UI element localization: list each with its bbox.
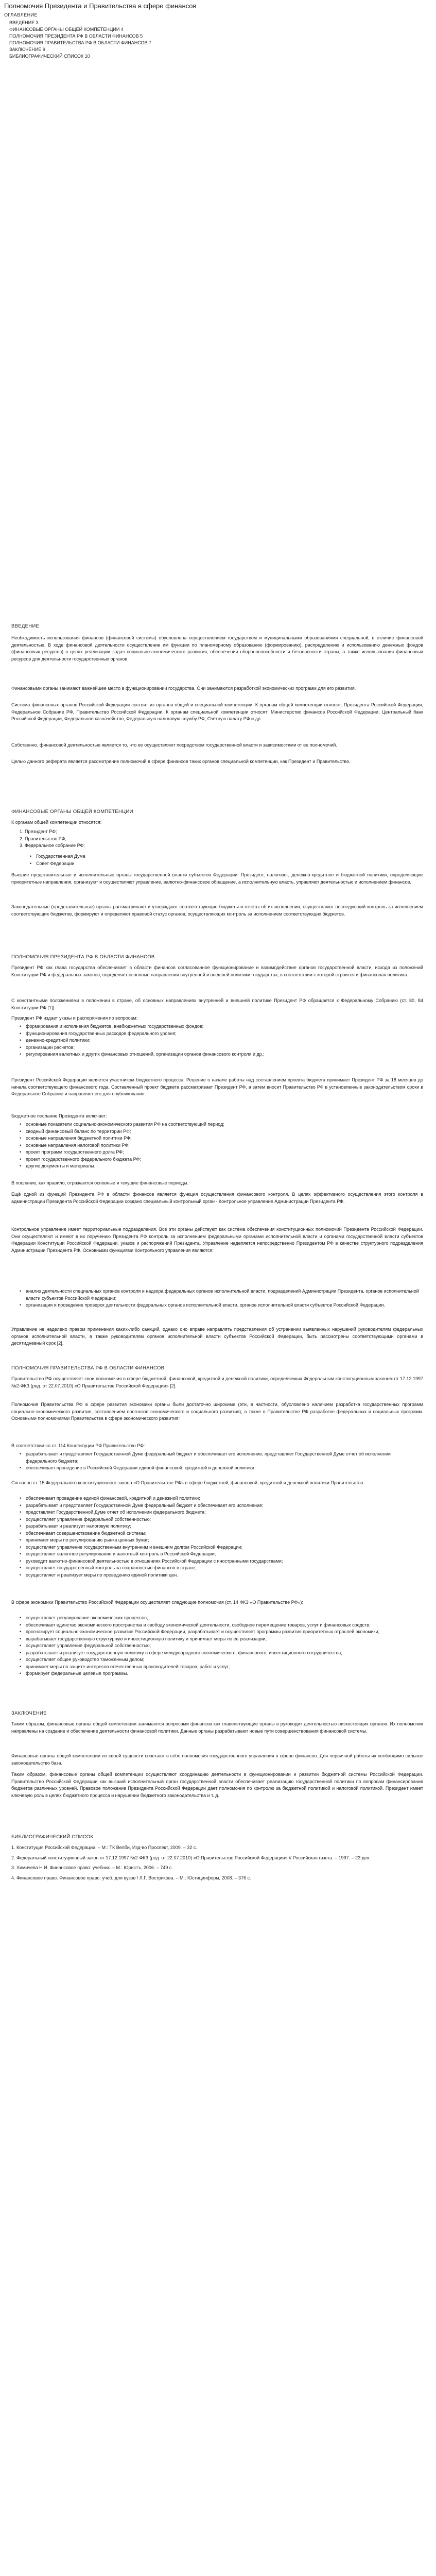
- paragraph: Необходимость использования финансов (финансовой системы) обусловлена осуществлением государством и муниципальными образованиями специальной, в отличие финансовой деятельностью. В ходе финансовой деятельности осуществление им функции по планомерному образованию (формированию), распределению и использованию денежных фондов (финансовых ресурсов) в целях реализации задач социально-экономического развития, обеспечения обороноспособности и безопасности страны, а также использования финансовых ресурсов для деятельности государственных органов.: [11, 635, 423, 662]
- section-title-president: ПОЛНОМОЧИЯ ПРЕЗИДЕНТА РФ В ОБЛАСТИ ФИНАНСОВ: [11, 954, 155, 960]
- list-item: • принимает меры по защите интересов отечественных производителей товаров, работ и услуг;: [20, 1664, 230, 1669]
- bibliography-item: 3. Химичева Н.И. Финансовое право: учебник. – М.: Юристъ, 2006. – 749 с.: [11, 1865, 173, 1870]
- paragraph: Высшие представительные и исполнительные органы государственной власти субъектов Федерации. Президент, налогово-, денежно-кредитное и бюджетной политики, определяющие приоритетные направления, организуют и осуществляют управление, валютно-финансовое обращение, а исполнительную власть, управляют деятельностью и исполнением финансов.: [11, 872, 423, 885]
- list-item: • основные направления налоговой политики РФ;: [20, 1142, 130, 1148]
- list-item: • проект программ государственного долга РФ;: [20, 1149, 124, 1155]
- list-item: • организация и проведение проверок деятельности федеральных органов исполнительной власти, органов исполнительной власти субъектов Российской Федерации.: [20, 1302, 385, 1308]
- paragraph: Целью данного реферата является рассмотрение полномочий в сфере финансов таких органов специальной компетенции, как Президент и Правительство.: [11, 759, 351, 764]
- bibliography-item: 4. Финансовое право. Финансовое право: учеб. для вузов / Л.Г. Вострикова. – М.: Юстицинформ, 2008. – 376 с.: [11, 1875, 251, 1880]
- list-item: • функционирования государственных расходов федерального уровня;: [20, 1030, 177, 1036]
- list-item: • формирования и исполнения бюджетов, внебюджетных государственных фондов;: [20, 1024, 204, 1029]
- organs-sublist: [30, 853, 431, 867]
- list-item: • осуществляет и реализует меры по проведению единой политики цен.: [20, 1572, 178, 1578]
- list-item: • разрабатывает и реализует государственную политику в сфере международного экономического, финансового, инвестиционного сотрудничества;: [20, 1650, 342, 1655]
- organs-numbered-list: [11, 828, 423, 850]
- list-item: • осуществляет управление федеральной собственностью;: [20, 1643, 151, 1648]
- list-item: 1. Президент РФ;: [20, 829, 57, 834]
- president-list: [20, 1023, 421, 1058]
- section-title-conclusion: ЗАКЛЮЧЕНИЕ: [11, 1710, 47, 1716]
- toc-item[interactable]: ПОЛНОМОЧИЯ ПРАВИТЕЛЬСТВА РФ В ОБЛАСТИ ФИНАНСОВ 7: [9, 40, 152, 45]
- list-item: • осуществляет общее руководство таможенным делом;: [20, 1657, 145, 1662]
- paragraph: Таким образом, финансовые органы общей компетенции занимаются вопросами финансов как главенствующие органы в руководит деятельностью низкостоящих органов. Их полномочия направлены на создание и обеспечение деятельности финансовой политики. Данные органы разрабатывают новые пути совершенствования финансовой системы.: [11, 1721, 423, 1734]
- toc-item[interactable]: ПОЛНОМОЧИЯ ПРЕЗИДЕНТА РФ В ОБЛАСТИ ФИНАНСОВ 5: [9, 33, 143, 39]
- list-item: • разрабатывает и представляет Государственной Думе федеральный бюджет и обеспечивает его исполнение;: [20, 1502, 264, 1508]
- table-of-contents: [9, 20, 421, 60]
- paragraph: В соответствии со ст. 114 Конституции РФ Правительство РФ:: [11, 1443, 145, 1448]
- paragraph: Правительство РФ осуществляет свои полномочия в сфере бюджетной, финансовой, кредитной и денежной политики, определяемых Федеральным конституционным законом от 17.12.1997 №2-ФКЗ (ред. от 22.07.2010) «О Правительстве Российской Федерации» [2].: [11, 1376, 423, 1388]
- list-item: • разрабатывает и реализует налоговую политику;: [20, 1523, 131, 1529]
- list-item: • осуществляет регулирование экономических процессов;: [20, 1615, 148, 1620]
- toc-item[interactable]: БИБЛИОГРАФИЧЕСКИЙ СПИСОК 10: [9, 54, 90, 59]
- paragraph: Финансовые органы общей компетенции по своей сущности сочетают в себе полномочия государственного управления в сфере финансов. Для первичной работы их необходимо сильное законодательство база.: [11, 1753, 423, 1766]
- list-item: • представляет Государственной Думе отчет об исполнении федерального бюджета;: [20, 1510, 206, 1515]
- list-item: • осуществляет управление федеральной собственностью;: [20, 1516, 151, 1522]
- list-item: • организации расчетов;: [20, 1044, 75, 1050]
- list-item: • Государственная Дума: [30, 854, 85, 859]
- toc-label: ОГЛАВЛЕНИЕ: [4, 12, 38, 18]
- list-item: • обеспечивает проведение единой финансовой, кредитной и денежной политики;: [20, 1496, 200, 1501]
- president-list-3: [20, 1288, 421, 1309]
- paragraph: Президент РФ издает указы и распоряжения по вопросам:: [11, 1015, 137, 1021]
- paragraph: Финансовыми органы занимают важнейшее место в функционировании государства. Они занимаются разработкой экономических программ для его развития.: [11, 686, 356, 691]
- list-item: • прогнозирует социально-экономическое развитие Российской Федерации, разрабатывает и осуществляет программы развития приоритетных отраслей экономики;: [20, 1629, 380, 1634]
- list-item: • вырабатывает государственную структурную и инвестиционную политику и принимает меры по ее реализации;: [20, 1636, 267, 1641]
- paragraph: Таким образом, финансовые органы общей компетенции осуществляют координацию деятельности в функционировании и развитии бюджетной системы Российской Федерации. Правительство Российской Федерации как высший исполнительный орган государственной власти обеспечивает реализацию государственной политики по вопросам финансирования бюджетов различных уровней. Правовое положение Президента Российской Федерации дает полномочия по контролю за бюджетной политикой и налоговой политикой. Президент имеет ключевую роль в целях бюджетного процесса и нарушении бюджетного законодательства и т. д.: [11, 1772, 423, 1798]
- list-item: • осуществляет государственный контроль за сохранностью финансов в стране;: [20, 1565, 197, 1570]
- paragraph: К органам общей компетенции относятся:: [11, 820, 102, 825]
- paragraph: Законодательные (представительные) органы рассматривают и утверждают соответствующие бюджеты и отчеты об их исполнении, осуществляют последующий контроль за исполнением соответствующих бюджетов, формируют и определяют правовой статус органов, осуществляющих контроль за исполнением соответствующих бюджетов.: [11, 904, 423, 917]
- section-title-bibliography: БИБЛИОГРАФИЧЕСКИЙ СПИСОК: [11, 1834, 94, 1840]
- section-title-organs: ФИНАНСОВЫЕ ОРГАНЫ ОБЩЕЙ КОМПЕТЕНЦИИ: [11, 809, 133, 815]
- list-item: • обеспечивает проведение в Российской Федерации единой финансовой, кредитной и денежной политики.: [20, 1465, 256, 1470]
- list-item: • основные направления бюджетной политики РФ;: [20, 1136, 132, 1141]
- paragraph: Система финансовых органов Российской Федерации состоит из органов общей и специальной компетенции. К органам общей компетенции относят: Президента Российской Федерации, Федеральное Собрание РФ, Правительство Российской Федерации. К органам специальной компетенции относят: Министерство финансов Российской Федерации, Центральный банк Российской Федерации, Федеральное казначейство, Федеральную налоговую службу РФ, Счётную палату РФ и др.: [11, 702, 423, 721]
- toc-item[interactable]: ФИНАНСОВЫЕ ОРГАНЫ ОБЩЕЙ КОМПЕТЕНЦИИ 4: [9, 27, 124, 32]
- section-title-government: ПОЛНОМОЧИЯ ПРАВИТЕЛЬСТВА РФ В ОБЛАСТИ ФИНАНСОВ: [11, 1365, 165, 1371]
- list-item: • другие документы и материалы.: [20, 1163, 96, 1168]
- paragraph: Ещё одной из функций Президента РФ в области финансов является функция осуществления финансового контроля. В целях эффективного осуществления этого контроля в администрации Президента Российской Федерации создано специальный контрольный орган - Контрольное управление Администрации Президента РФ.: [11, 1192, 423, 1204]
- bibliography-item: 1. Конституция Российской Федерации. – М.: ТК Велби, Изд-во Проспект, 2009. – 32 с.: [11, 1845, 197, 1850]
- government-list-2: [20, 1495, 421, 1579]
- list-item: • формирует федеральные целевые программы.: [20, 1671, 128, 1676]
- paragraph: Контрольное управление имеет территориальные подразделения. Все эти органы действуют как система обеспечения конституционных полномочий Президента Российской Федерации. Они осуществляют и имеют в их поручению Президента РФ контроль за исполнением федеральными органами исполнительной власти и органами государственной власти субъектов Федерации Конституции Российской Федерации, указов и распоряжений Президента. Управление наделяется непосредственно Президентом РФ в качестве структурного подразделения Администрации Президента РФ. Основными функциями Контрольного управления являются:: [11, 1227, 423, 1253]
- section-title-intro: ВВЕДЕНИЕ: [11, 623, 40, 629]
- list-item: • принимает меры по регулированию рынка ценных бумаг;: [20, 1537, 149, 1543]
- list-item: • обеспечивает единство экономического пространства и свободу экономической деятельности, свободное перемещение товаров, услуг и финансовых средств;: [20, 1622, 371, 1628]
- paragraph: С константными положениями в положении в стране, об основных направлениях внутренней и внешней политике Президент РФ обращается к Федеральному Собранию (ст. 80, 84 Конституции РФ [1]).: [11, 998, 423, 1010]
- paragraph: Президент Российской Федерации является участником бюджетного процесса. Решение о начале работы над составлением проекта бюджета принимает Президент РФ за 18 месяцев до начала соответствующего финансового года. Составленный проект бюджета рассматривает Президент РФ, а затем вносит Правительство РФ в установленные законодательством сроки в Федеральное Собрание и направляет его для опубликования.: [11, 1077, 423, 1096]
- paragraph: Бюджетное послание Президента включает:: [11, 1113, 108, 1118]
- list-item: • Совет Федерации: [30, 860, 75, 866]
- paragraph: Президент РФ как глава государства обеспечивает в области финансов согласованное функционирование и взаимодействие органов государственной власти, исходя из положений Конституции РФ и федеральных законов, определяет основные направления внутренней и внешней политики государства, в соответствии с которой строится и финансовая политика.: [11, 965, 423, 977]
- list-item: 3. Федеральное собрание РФ;: [20, 843, 85, 848]
- list-item: • разрабатывает и представляет Государственной Думе федеральный бюджет и обеспечивает его исполнение; представляет Государственной Думе отчет об исполнении федерального бюджета;: [20, 1451, 391, 1464]
- list-item: • денежно-кредитной политики;: [20, 1038, 91, 1043]
- bibliography-item: 2. Федеральный конституционный закон от 17.12.1997 №2-ФКЗ (ред. от 22.07.2010) «О Правительстве Российской Федерации» // Российская газета. – 1997. – 23 дек.: [11, 1855, 371, 1860]
- list-item: • осуществляет валютное регулирование и валютный контроль в Российской Федерации;: [20, 1551, 216, 1556]
- list-item: • регулирования валютных и других финансовых отношений, организации органов финансового контроля и др.;: [20, 1052, 265, 1057]
- list-item: • сводный финансовый баланс по территории РФ;: [20, 1128, 131, 1134]
- paragraph: Управление не наделено правом применения каких-либо санкций, однако оно вправе направлять представления об устранении выявленных нарушений руководителям федеральных органов исполнительной власти, а также руководителям органов исполнительной власти субъектов Российской Федерации, быть рассмотрены соответствующими органами в десятидневный срок [2].: [11, 1327, 423, 1346]
- paragraph: Полномочия Правительства РФ в сфере развития экономики органы были достаточно широкими (эти, в частности, обусловлено наличием разработка государственных программ социально-экономического развития, составлением прогнозов экономического и социального развития), а также в Правительстве РФ разработке федеральных и социальных программ. Основными полномочиями Правительства в сфере экономического развития:: [11, 1402, 423, 1421]
- document-title: Полномочия Президента и Правительства в сфере финансов: [4, 2, 197, 10]
- list-item: • осуществляет управление государственным внутренним и внешним долгом Российской Федерации;: [20, 1544, 242, 1550]
- list-item: • руководит валютно-финансовой деятельностью в отношениях Российской Федерации с иностранными государствами;: [20, 1558, 283, 1564]
- paragraph: Собственно, финансовой деятельностью является то, что ее осуществляют посредством государственной власти и зависимостями от ее полномочий.: [11, 742, 337, 748]
- government-list-3: [20, 1615, 421, 1677]
- paragraph: Согласно ст. 15 Федерального конституционного закона «О Правительстве РФ» в сфере бюджетной, финансовой, кредитной и денежной политики Правительство:: [11, 1480, 365, 1485]
- president-list-2: [20, 1121, 421, 1170]
- toc-item[interactable]: ЗАКЛЮЧЕНИЕ 9: [9, 47, 45, 52]
- bibliography-list: [11, 1844, 423, 1885]
- toc-item[interactable]: ВВЕДЕНИЕ 3: [9, 20, 39, 25]
- list-item: • основные показатели социально-экономического развития РФ на соответствующий период;: [20, 1122, 224, 1127]
- list-item: • проект государственного федерального бюджета РФ;: [20, 1156, 141, 1162]
- government-list: [20, 1451, 421, 1472]
- list-item: 2. Правительство РФ;: [20, 836, 67, 841]
- paragraph: В сфере экономики Правительство Российской Федерации осуществляет следующие полномочия (ст. 14 ФКЗ «О Правительстве РФ»):: [11, 1600, 303, 1605]
- list-item: • анализ деятельности специальных органов контроля и надзора федеральных органов исполнительной власти, подразделений Администрации Президента, органов исполнительной власти субъектов Российской Федерации;: [20, 1289, 419, 1301]
- paragraph: В послание, как правило, отражаются основные и текущие финансовые периоды.: [11, 1180, 189, 1185]
- list-item: • обеспечивает совершенствование бюджетной системы;: [20, 1530, 147, 1536]
